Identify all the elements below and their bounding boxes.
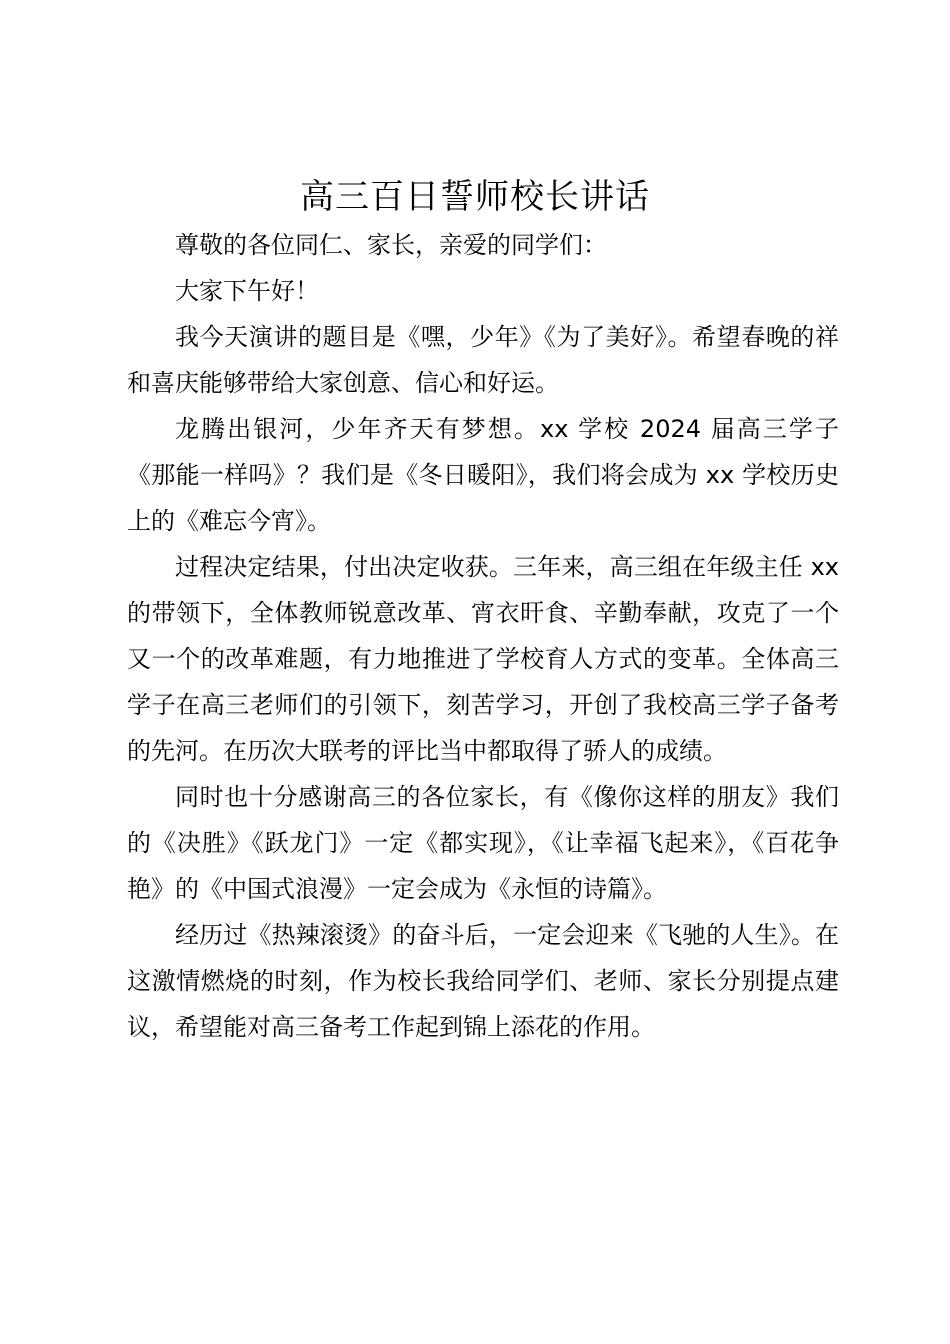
speech-topic-paragraph: 我今天演讲的题目是《嘿，少年》《为了美好》。希望春晚的祥和喜庆能够带给大家创意、信心和好运。 [127, 323, 839, 397]
document-body [127, 222, 839, 1050]
achievement-paragraph: 过程决定结果，付出决定收获。三年来，高三组在年级主任 xx 的带领下，全体教师锐意改革、宵衣旰食、辛勤奉献，攻克了一个又一个的改革难题，有力地推进了学校育人方式的变革。全体高三学子在高三老师们的引领下，刻苦学习，开创了我校高三学子备考的先河。在历次大联考的评比当中都取得了骄人的成绩。 [127, 553, 839, 765]
dream-paragraph: 龙腾出银河，少年齐天有梦想。xx 学校 2024 届高三学子《那能一样吗》？我们是《冬日暖阳》，我们将会成为 xx 学校历史上的《难忘今宵》。 [127, 415, 839, 535]
parents-thanks-paragraph: 同时也十分感谢高三的各位家长，有《像你这样的朋友》我们的《决胜》《跃龙门》一定《都实现》，《让幸福飞起来》，《百花争艳》的《中国式浪漫》一定会成为《永恒的诗篇》。 [127, 783, 839, 903]
salutation-paragraph: 尊敬的各位同仁、家长，亲爱的同学们： [175, 231, 607, 259]
greeting-paragraph: 大家下午好！ [175, 277, 319, 305]
document-title: 高三百日誓师校长讲话 [300, 177, 650, 217]
closing-paragraph: 经历过《热辣滚烫》的奋斗后，一定会迎来《飞驰的人生》。在这激情燃烧的时刻，作为校长我给同学们、老师、家长分别提点建议，希望能对高三备考工作起到锦上添花的作用。 [127, 921, 839, 1041]
